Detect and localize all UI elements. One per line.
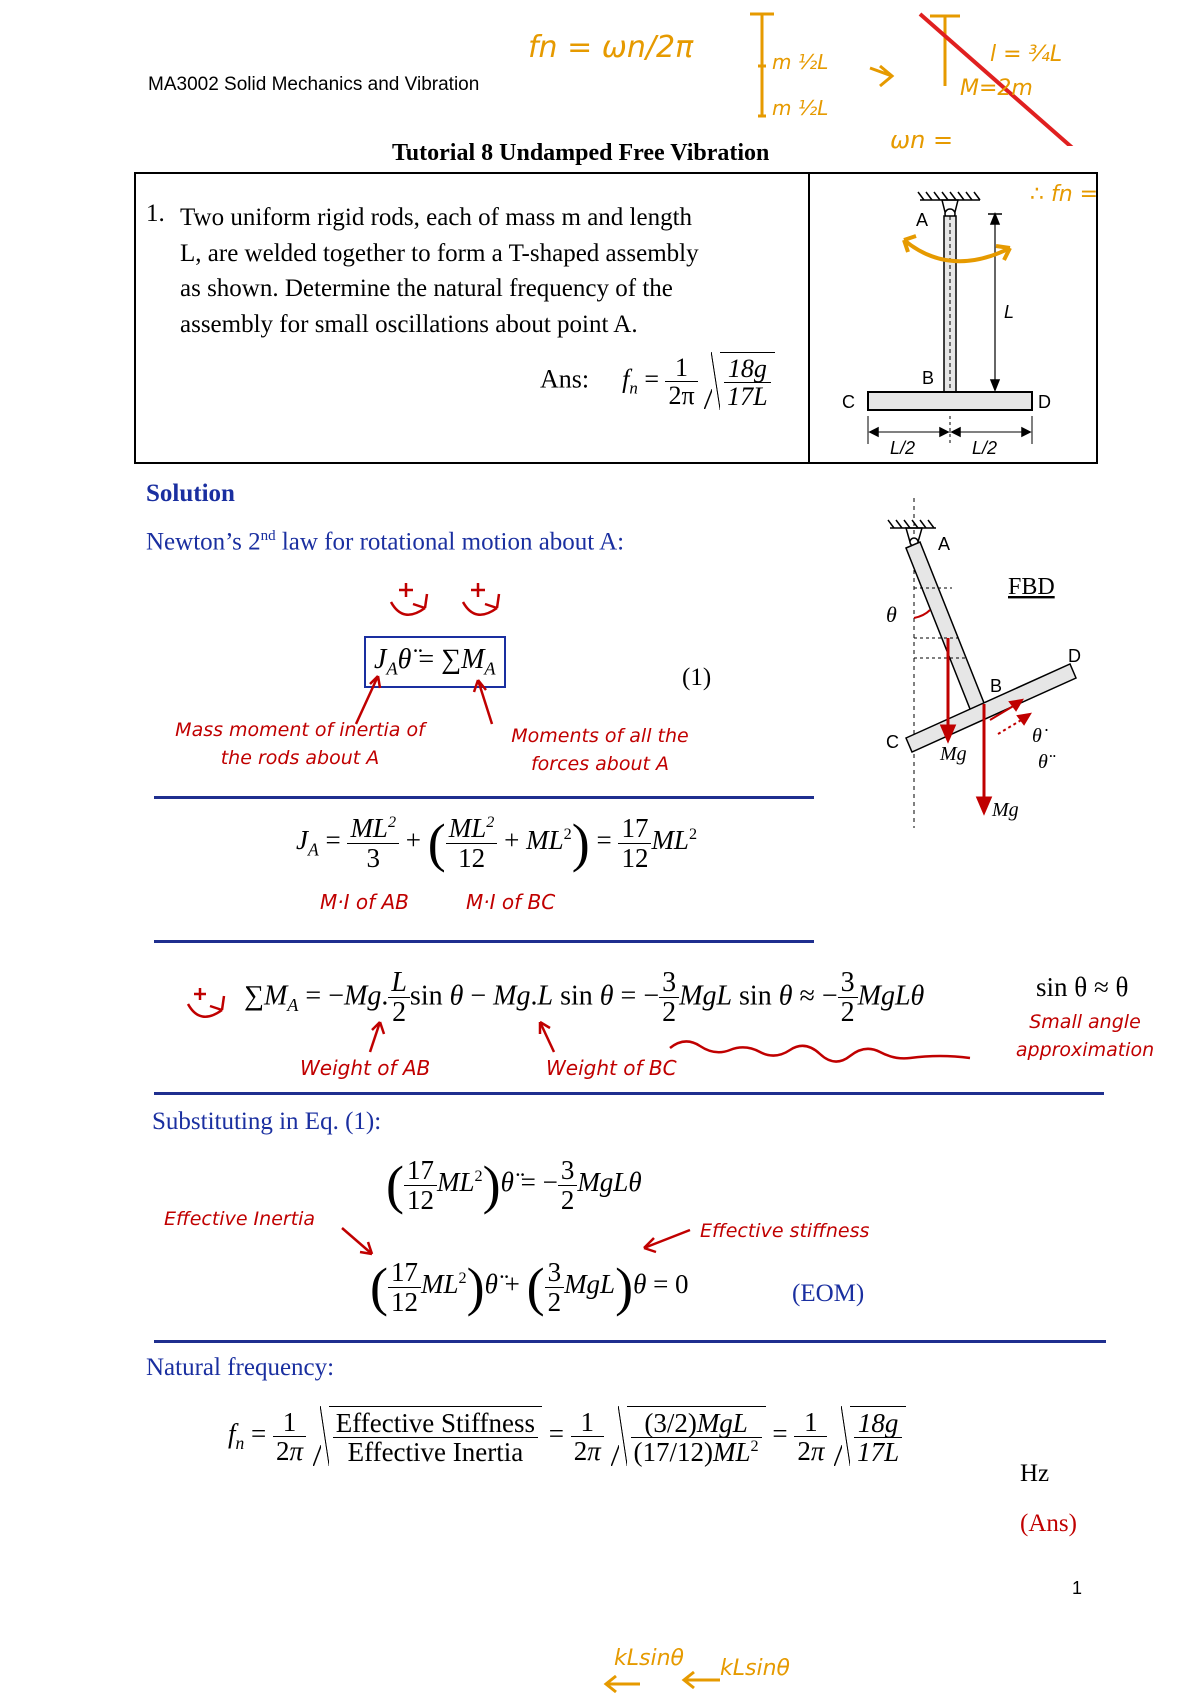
- note-moments-1: Moments of all the: [511, 725, 689, 747]
- fbd-thetaddot: θ̈: [1038, 751, 1048, 773]
- rod-sketch: [740, 6, 1160, 146]
- rod-m2: m ½L: [772, 96, 829, 120]
- natural-frequency-text: Natural frequency:: [146, 1354, 335, 1381]
- note-inertia-2: the rods about A: [220, 747, 380, 769]
- fbd-thetadot: θ̇: [1032, 725, 1042, 747]
- moment-sign-icon: [184, 986, 234, 1030]
- eff-inertia-label: Effective Inertia: [164, 1208, 316, 1230]
- substituting-text: Substituting in Eq. (1):: [152, 1108, 382, 1135]
- note-moments: [484, 722, 716, 778]
- weight-ab-label: Weight of AB: [300, 1056, 431, 1080]
- answer-fn: f: [622, 364, 630, 394]
- eff-inertia-text: Effective Inertia: [347, 1437, 524, 1468]
- fbd-label: FBD: [1008, 574, 1055, 600]
- therefore-annotation: ∴ fn =: [1030, 182, 1099, 207]
- note-moments-2: forces about A: [530, 753, 670, 775]
- problem-line-4: assembly for small oscillations about point A.: [180, 310, 638, 338]
- small-angle-eq: sin θ ≈ θ: [1036, 972, 1129, 1002]
- problem-number: 1.: [146, 200, 165, 227]
- small-angle-2: approximation: [1015, 1039, 1155, 1061]
- fbd-label-b: B: [990, 676, 1003, 696]
- eom-equation: ( $\frac{17}{12}$ $ML^2)\thetä$ + ( $\frac{3}{2}$ MgL)θ = 0: [370, 1257, 689, 1317]
- problem-line-3: as shown. Determine the natural frequency of the: [180, 275, 673, 302]
- top-annotations: [520, 6, 1200, 236]
- eff-stiffness-label: Effective stiffness: [700, 1220, 870, 1242]
- rod-right-m: M=2m: [960, 76, 1033, 101]
- eom-label: (EOM): [792, 1280, 865, 1307]
- sign-arrows: [385, 580, 525, 630]
- weight-bc-label: Weight of BC: [546, 1056, 677, 1080]
- fbd-label-d: D: [1068, 646, 1081, 666]
- newton-law-text: [146, 528, 624, 556]
- eff-stiff-text: Effective Stiffness: [333, 1409, 538, 1438]
- rod-m1: m ½L: [772, 50, 829, 74]
- fbd-figure: [872, 498, 1102, 838]
- page-title: Tutorial 8 Undamped Free Vibration: [392, 140, 770, 166]
- ans-tag: (Ans): [1020, 1510, 1077, 1537]
- eq1-number: (1): [682, 664, 712, 691]
- answer-den: 2π: [668, 380, 695, 410]
- ja-equation: $J_A$ = $\frac{ML^2}{3}$ + ( $\frac{ML^2}{12}$ + $ML^2$) = $\frac{17}{12}$ $ML^2$: [296, 813, 698, 873]
- moment-equation: $\sum M_A = -Mg$. $\frac{L}{2}$ sin θ − Mg.L sin θ = − $\frac{3}{2}$ MgL sin θ ≈ − $\frac{3}{2}$ MgLθ: [244, 967, 925, 1029]
- small-angle-note: [1010, 1008, 1160, 1064]
- answer-num: 1: [665, 354, 697, 382]
- mi-ab-label: M·I of AB: [320, 890, 409, 914]
- fbd-label-a: A: [938, 534, 951, 554]
- fn-annotation: fn = ωn/2π: [528, 30, 694, 65]
- course-header: MA3002 Solid Mechanics and Vibration: [148, 74, 480, 95]
- fig1-label-l: L: [1004, 302, 1015, 322]
- mi-bc-label: M·I of BC: [466, 890, 556, 914]
- fig1-label-half-right: L/2: [972, 438, 998, 458]
- bottom-annotation-1: kLsinθ: [614, 1646, 684, 1671]
- fig1-label-d: D: [1038, 392, 1051, 412]
- rotation-arrow-icon: [904, 240, 1010, 261]
- answer-rad-num: 18g: [724, 355, 770, 383]
- note-inertia-1: Mass moment of inertia of: [175, 719, 425, 741]
- hz-unit: Hz: [1020, 1460, 1050, 1487]
- rod-right: l = ¾L: [990, 42, 1063, 67]
- bottom-arrows: [600, 1670, 780, 1696]
- newton-sup: nd: [260, 528, 276, 544]
- fig1-label-b: B: [922, 368, 935, 388]
- answer-rad-den: 17L: [727, 382, 768, 412]
- wn-annotation: ωn =: [890, 126, 954, 154]
- divider-2: [154, 940, 814, 943]
- eq1-box: $J_A\thetä = \sum M_A$: [364, 636, 506, 688]
- fbd-mg-1: Mg: [940, 743, 967, 765]
- fbd-mg-2: Mg: [992, 799, 1019, 821]
- problem-answer: Ans: $f_n$ = $\frac{1}{2\pi}$ $\frac{18g}{17L}$: [540, 352, 775, 411]
- substituted-equation: ( $\frac{17}{12}$ $ML^2)\thetä$ = − $\frac{3}{2}$ MgLθ: [386, 1155, 642, 1215]
- fig1-label-a: A: [916, 210, 929, 230]
- fig1-label-c: C: [842, 392, 855, 412]
- newton-post: law for rotational motion about A:: [275, 528, 625, 556]
- fig1-label-half-left: L/2: [890, 438, 916, 458]
- answer-sub: n: [629, 378, 638, 398]
- page-number: 1: [1072, 1578, 1083, 1598]
- solution-heading: Solution: [146, 480, 235, 507]
- divider-4: [154, 1340, 1106, 1343]
- note-inertia: [150, 716, 450, 772]
- bottom-annotation-2: kLsinθ: [720, 1656, 790, 1681]
- answer-label: Ans:: [540, 364, 590, 394]
- divider-1: [154, 796, 814, 799]
- fbd-theta: θ: [886, 602, 897, 627]
- fbd-label-c: C: [886, 732, 899, 752]
- natural-frequency-equation: $f_n$ = $\frac{1}{2\pi}$ $\frac{\text{Effective Stiffness}}{\text{Effective Inertia}}$ = $\frac{1}{2\pi}$ $\frac{\text{(3/2)MgL}}{(17/12)ML^2}$ = $\frac{1}{2\pi}$ $\frac{18g}{17L}$: [228, 1406, 906, 1467]
- newton-pre: Newton’s 2: [146, 528, 261, 556]
- small-angle-1: Small angle: [1029, 1011, 1141, 1033]
- divider-3: [154, 1092, 1104, 1095]
- problem-line-2: L, are welded together to form a T-shaped assembly: [180, 239, 699, 267]
- problem-line-1: Two uniform rigid rods, each of mass m and length: [180, 204, 693, 231]
